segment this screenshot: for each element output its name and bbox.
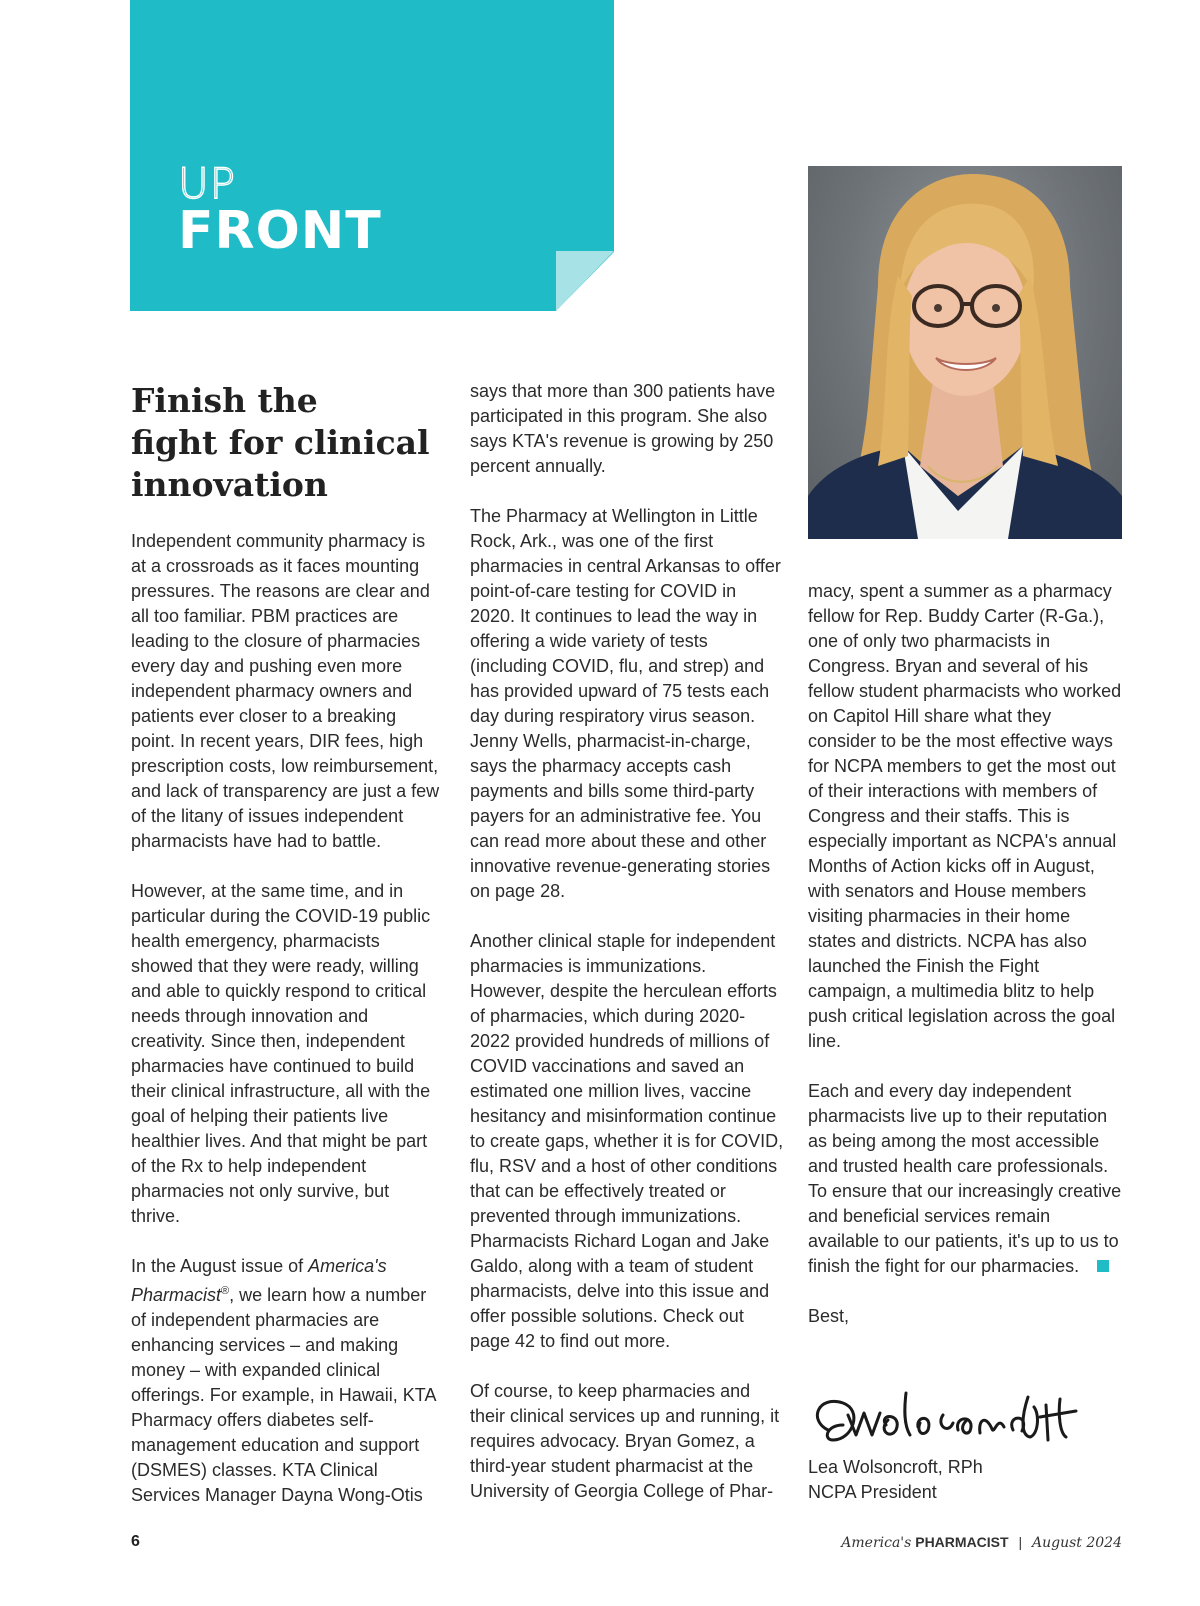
footer-magazine-italic: America's (841, 1535, 912, 1551)
footer-separator: | (1018, 1534, 1023, 1550)
headline-line-1: Finish the (131, 381, 318, 420)
headline-line-3: innovation (131, 465, 328, 504)
article-column-2 (470, 379, 785, 1504)
banner-up-text: UP (178, 159, 237, 208)
magazine-name: America's Pharmacist (131, 1256, 387, 1305)
upfront-banner (130, 0, 614, 311)
end-of-article-mark (1097, 1260, 1109, 1272)
article-column-1 (131, 529, 441, 1508)
paragraph: However, at the same time, and in particular during the COVID-19 public health emergency, pharmacists showed that they were ready, willing and able to quickly respond to critical needs through innovation and creativity. Since then, independent pharmacies have continued to build their clinical infrastructure, all with the goal of helping their patients live healthier lives. And that might be part of the Rx to help independent pharmacies not only survive, but thrive. (131, 881, 431, 1226)
author-name: Lea Wolsoncroft, RPh (808, 1457, 983, 1477)
paragraph: Each and every day independent pharmacists live up to their reputation as being among the most accessible and trusted health care professionals. To ensure that our increasingly creative and beneficial services remain available to our patients, it's up to us to finish the fight for our pharmacies. (808, 1081, 1122, 1276)
footer-masthead (841, 1534, 1122, 1551)
footer-magazine-bold: PHARMACIST (915, 1534, 1009, 1550)
article-headline (131, 380, 451, 506)
closing: Best, (808, 1306, 850, 1326)
paragraph: says that more than 300 patients have participated in this program. She also says KTA's revenue is growing by 250 percent annually. (470, 381, 776, 476)
paragraph: Of course, to keep pharmacies and their clinical services up and running, it requires advocacy. Bryan Gomez, a third-year student pharmacist at the University of Georgia College of Phar- (470, 1381, 780, 1501)
paragraph: In the August issue of America's Pharmacist®, we learn how a number of independent pharmacies are enhancing services – and making money – with expanded clinical offerings. For example, in Hawaii, KTA Pharmacy offers diabetes self-management education and support (DSMES) classes. KTA Clinical Services Manager Dayna Wong-Otis (131, 1256, 436, 1505)
paragraph: The Pharmacy at Wellington in Little Rock, Ark., was one of the first pharmacies in central Arkansas to offer point-of-care testing for COVID in 2020. It continues to lead the way in offering a wide variety of tests (including COVID, flu, and strep) and has provided upward of 75 tests each day during respiratory virus season. Jenny Wells, pharmacist-in-charge, says the pharmacy accepts cash payments and bills some third-party payers for an administrative fee. You can read more about these and other innovative revenue-generating stories on page 28. (470, 506, 781, 901)
article-column-3 (808, 579, 1123, 1329)
footer-issue-date: August 2024 (1032, 1535, 1122, 1551)
author-signoff (808, 1455, 983, 1505)
paragraph: Another clinical staple for independent pharmacies is immunizations. However, despite the herculean efforts of pharmacies, which during 2020-2022 provided hundreds of millions of COVID vaccinations and saved an estimated one million lives, vaccine hesitancy and misinformation continue to create gaps, whether it is for COVID, flu, RSV and a host of other conditions that can be effectively treated or prevented through immunizations. Pharmacists Richard Logan and Jake Galdo, along with a team of student pharmacists, delve into this issue and offer possible solutions. Check out page 42 to find out more. (470, 931, 784, 1351)
paragraph: Independent community pharmacy is at a crossroads as it faces mounting pressures. The reasons are clear and all too familiar. PBM practices are leading to the closure of pharmacies every day and pushing even more independent pharmacy owners and patients ever closer to a breaking point. In recent years, DIR fees, high prescription costs, low reimbursement, and lack of transparency are just a few of the litany of issues independent pharmacists have had to battle. (131, 531, 440, 851)
headline-line-2: fight for clinical (131, 423, 430, 462)
signature-image (808, 1385, 1088, 1451)
paragraph: macy, spent a summer as a pharmacy fellow for Rep. Buddy Carter (R-Ga.), one of only two pharmacists in Congress. Bryan and several of his fellow student pharmacists who worked on Capitol Hill share what they consider to be the most effective ways for NCPA members to get the most out of their interactions with members of Congress and their staffs. This is especially important as NCPA's annual Months of Action kicks off in August, with senators and House members visiting pharmacies in their home states and districts. NCPA has also launched the Finish the Fight campaign, a multimedia blitz to help push critical legislation across the goal line. (808, 581, 1122, 1051)
author-photo (808, 166, 1122, 539)
author-title: NCPA President (808, 1482, 937, 1502)
page-number: 6 (131, 1533, 140, 1550)
banner-front-text: FRONT (178, 201, 382, 261)
